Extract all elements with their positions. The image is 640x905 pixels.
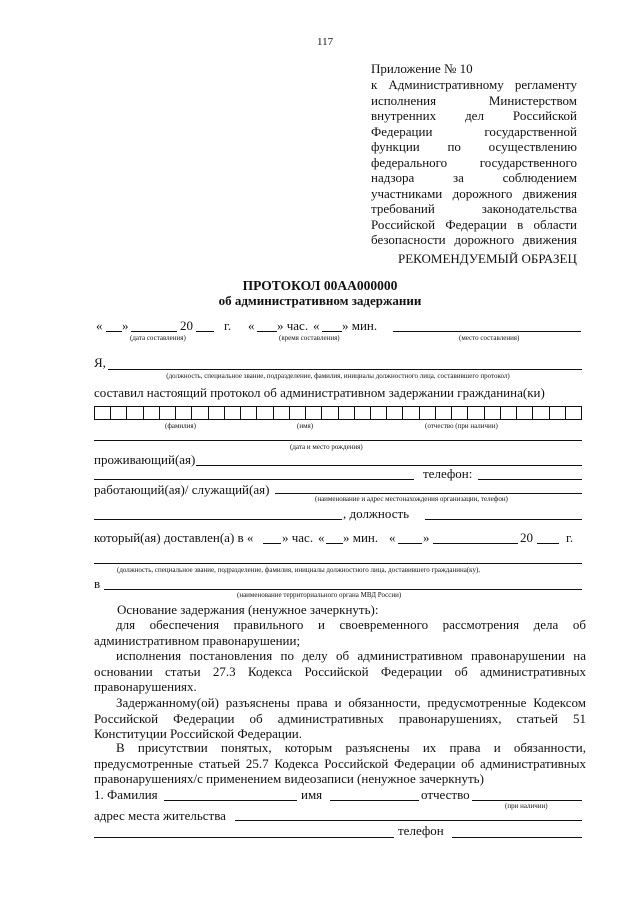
- appendix-line: внутренних дел Российской: [371, 108, 577, 123]
- grounds-item-2-first: исполнения постановления по делу об административном правонарушении на: [116, 648, 586, 663]
- date-g: г.: [224, 318, 232, 333]
- label-patronymic: (отчество (при наличии): [425, 422, 498, 430]
- rights-first: Задержанному(ой) разъяснены права и обязанности, предусмотренные Кодексом: [116, 695, 586, 710]
- appendix-line: к Административному регламенту: [371, 77, 577, 92]
- witness-if-any: (при наличии): [505, 802, 548, 810]
- time-min: » мин.: [342, 318, 378, 333]
- appendix-line: исполнения Министерством: [371, 92, 577, 108]
- protocol-title: ПРОТОКОЛ 00АА000000: [242, 278, 398, 293]
- witnesses-paragraph: [94, 740, 586, 787]
- name-cells-grid: [94, 406, 582, 420]
- delivered-quote-min: «: [318, 530, 325, 545]
- rights-rest: Конституции Российской Федерации.: [94, 726, 302, 741]
- appendix-line: требований законодательства: [371, 201, 577, 216]
- label-org: (наименование и адрес местонахождения организации, телефон): [315, 495, 508, 503]
- residing-label: проживающий(ая): [94, 452, 196, 467]
- composed-text: составил настоящий протокол об административном задержании гражданина(ки): [94, 385, 545, 400]
- label-name: (имя): [297, 422, 314, 430]
- time-hour: » час.: [277, 318, 309, 333]
- grounds-title: Основание задержания (ненужное зачеркнуть):: [117, 602, 379, 617]
- witness-address-label: адрес места жительства: [94, 808, 226, 823]
- appendix-line: надзора за соблюдением: [371, 170, 577, 185]
- delivered-caption: (должность, специальное звание, подразделение, фамилия, инициалы должностного лица, доставившего гражданина(ку),: [117, 566, 481, 574]
- date-year-prefix: 20: [180, 318, 193, 333]
- grounds-item-2: [94, 648, 586, 695]
- phone-label: телефон:: [423, 466, 473, 481]
- appendix-text: [371, 77, 577, 248]
- appendix-line: федерального государственного: [371, 154, 577, 170]
- delivered-year: 20: [520, 530, 533, 545]
- appendix-line: Российской Федерации в области: [371, 216, 577, 232]
- witness-patronymic-label: отчество: [421, 787, 470, 802]
- witness-name-label: имя: [301, 787, 323, 802]
- grounds-item-1: [94, 617, 586, 648]
- grounds-item-2-rest: правонарушениях.: [94, 679, 197, 694]
- rights-paragraph: [94, 695, 586, 742]
- grounds-item-1-first: для обеспечения правильного и своевременного рассмотрения дела об: [116, 617, 586, 632]
- time-quote-open-min: «: [313, 318, 320, 333]
- label-time: (время составления): [279, 334, 340, 342]
- grounds-item-1-rest: административном правонарушении;: [94, 632, 301, 648]
- witnesses-first: В присутствии понятых, которым разъяснены их права и обязанности,: [116, 740, 586, 755]
- witness-surname-label: 1. Фамилия: [94, 787, 158, 802]
- ya-caption: (должность, специальное звание, подразделение, фамилия, инициалы должностного лица, составившего протокол): [166, 372, 510, 380]
- appendix-line: функции по осуществлению: [371, 139, 577, 154]
- sample-label: РЕКОМЕНДУЕМЫЙ ОБРАЗЕЦ: [398, 251, 577, 266]
- delivered-quote-day: «: [389, 530, 396, 545]
- ya-label: Я,: [94, 355, 106, 370]
- mvd-caption: (наименование территориального органа МВД России): [237, 591, 402, 599]
- appendix-line: участниками дорожного движения: [371, 185, 577, 201]
- page-number: 117: [317, 36, 334, 48]
- delivered-hour: » час.: [282, 530, 314, 545]
- working-label: работающий(ая)/ служащий(ая): [94, 482, 270, 497]
- date-quote-open: «: [96, 318, 103, 333]
- rights-second: Российской Федерации об административных правонарушениях, статьей 51: [94, 710, 586, 726]
- delivered-min: » мин.: [343, 530, 379, 545]
- time-quote-open: «: [248, 318, 255, 333]
- v-label: в: [94, 576, 101, 591]
- witnesses-second: предусмотренные статьей 25.7 Кодекса Российской Федерации об административных: [94, 755, 586, 771]
- appendix-line: Федерации государственной: [371, 123, 577, 139]
- label-place: (место составления): [459, 334, 520, 342]
- witness-phone-label: телефон: [398, 823, 444, 838]
- protocol-subtitle: об административном задержании: [218, 293, 422, 308]
- appendix-line: безопасности дорожного движения: [371, 232, 577, 247]
- position-label: , должность: [343, 506, 410, 521]
- grounds-item-2-second: основании статьи 27.3 Кодекса Российской Федерации об административных: [94, 663, 586, 679]
- appendix-title: Приложение № 10: [371, 61, 473, 76]
- witnesses-rest: правонарушениях/с применением видеозаписи (ненужное зачеркнуть): [94, 771, 484, 786]
- delivered-g: г.: [566, 530, 574, 545]
- label-surname: (фамилия): [165, 422, 196, 430]
- delivered-quote-close: »: [423, 530, 430, 545]
- label-birth: (дата и место рождения): [290, 443, 363, 451]
- delivered-text: который(ая) доставлен(а) в «: [94, 530, 254, 545]
- date-quote-close: »: [122, 318, 129, 333]
- label-date: (дата составления): [130, 334, 186, 342]
